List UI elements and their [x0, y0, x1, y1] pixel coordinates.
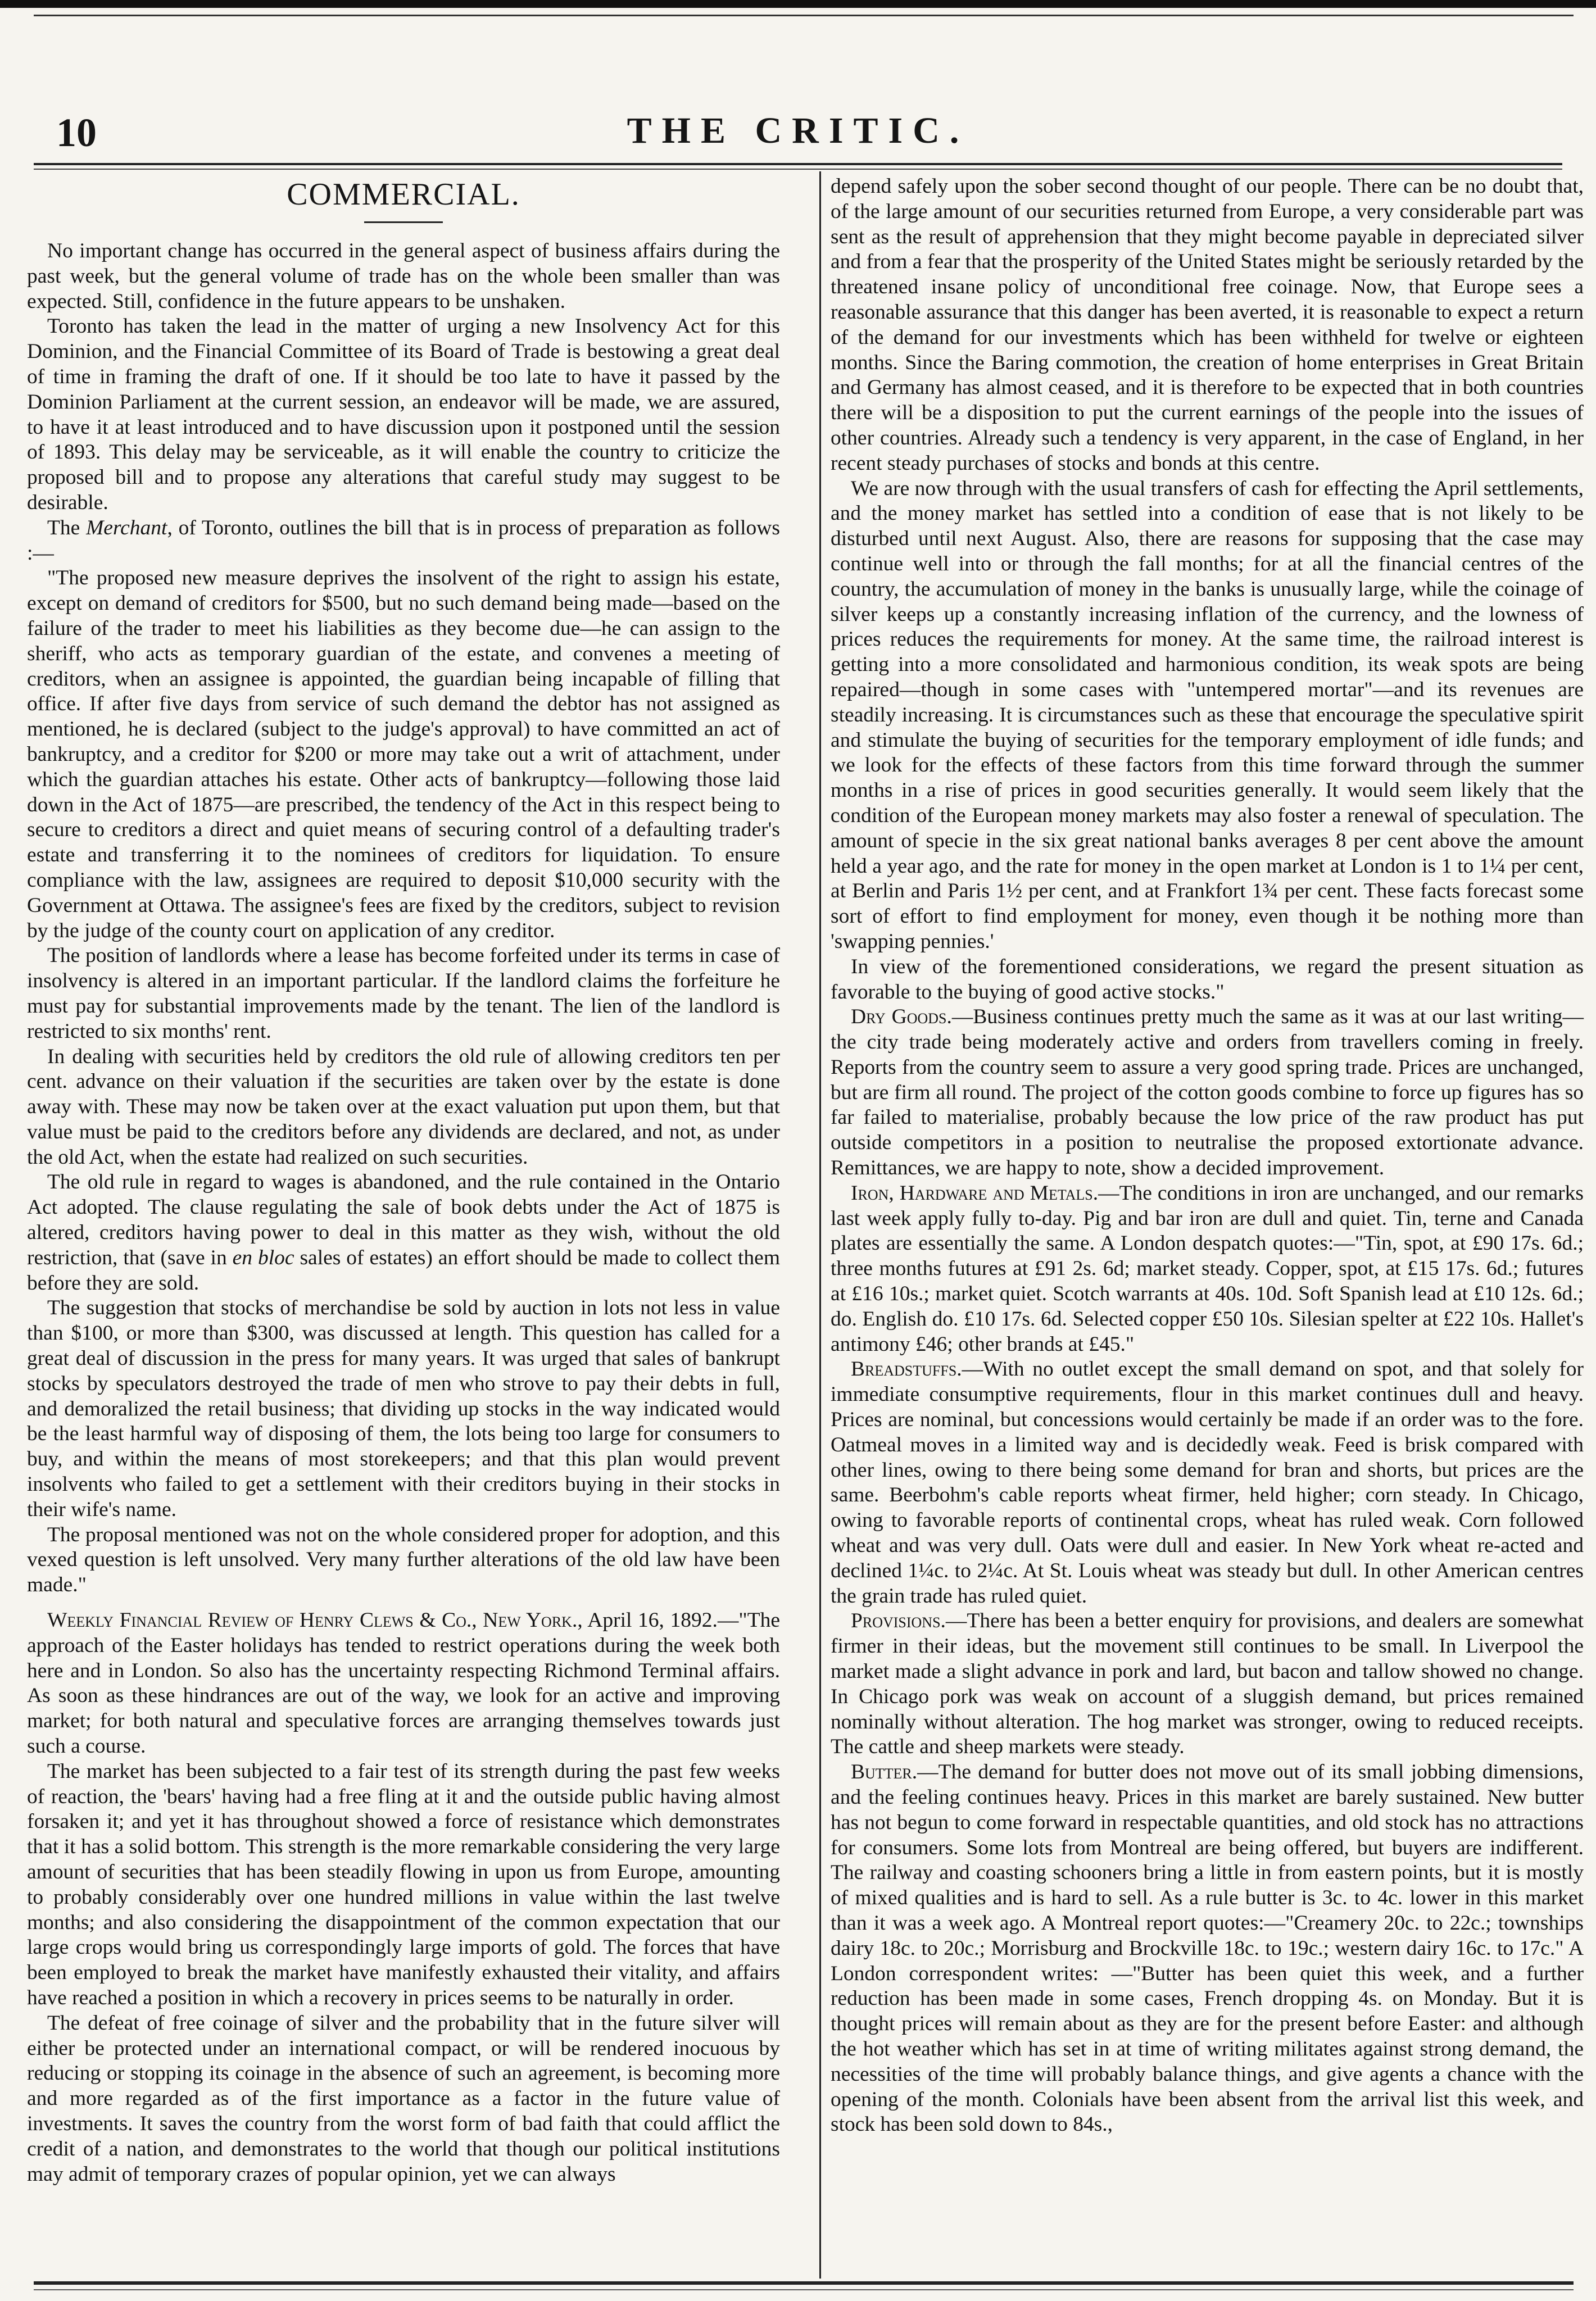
- top-border: [0, 0, 1596, 8]
- left-column: [27, 174, 780, 2187]
- paragraph: In dealing with securities held by creditors the old rule of allowing creditors ten per cent. advance on their valuation if the securities are taken over by the estate is done away with. These may now be taken over at the exact valuation put upon them, but that value must be paid to the creditors before any dividends are declared, and not, as under the old Act, when the estate had realized on such securities.: [27, 1045, 780, 1169]
- paragraph: [27, 1170, 780, 1296]
- header-rule: [34, 163, 1562, 165]
- text-run: , of Toronto, outlines the bill that is in process of preparation as follows :—: [27, 516, 780, 565]
- text-run: April 16, 1892.—"The approach of the Easter holidays has tended to restrict operations during the week both here and in London. So also has the uncertainty respecting Richmond Terminal affairs. As soon as these hindrances are out of the way, we look for an active and improving market; for both natural and speculative forces are arranging themselves towards just such a course.: [27, 1609, 780, 1758]
- paragraph: Toronto has taken the lead in the matter of urging a new Insolvency Act for this Dominion, and the Financial Committee of its Board of Trade is bestowing a great deal of time in framing the draft of one. If it should be too late to have it passed by the Dominion Parliament at the current session, an endeavor will be made, we are assured, to have it at least introduced and to have discussion upon it postponed until the session of 1893. This delay may be serviceable, as it will enable the country to criticize the proposed bill and to propose any alterations that careful study may suggest to be desirable.: [27, 315, 780, 514]
- text-run: .—Business continues pretty much the same as it was at our last writing—the city trade being moderately active and orders from travellers coming in freely. Reports from the country seem to assure a very good spring trade. Prices are unchanged, but are firm all round. The project of the cotton goods combine to force up figures has so far failed to materialise, probably because the low price of the raw product has put outside competitors in a position to neutralise the proposed extortionate advance. Remittances, we are happy to note, show a decided improvement.: [831, 1005, 1584, 1180]
- text-run: .—The conditions in iron are unchanged, and our remarks last week apply fully to-day. Pig and bar iron are dull and quiet. Tin, terne and Canada plates are essentially the same. A London despatch quotes:—"Tin, spot, at £90 17s. 6d.; three months futures at £91 2s. 6d; market steady. Copper, spot, at £15 17s. 6d.; futures at £16 10s.; market quiet. Scotch warrants at 40s. 10d. Soft Spanish lead at £10 12s. 6d.; do. English do. £10 17s. 6d. Selected copper £50 10s. Silesian spelter at £22 10s. Hallet's antimony £46; other brands at £45.": [831, 1181, 1584, 1356]
- page-header: [34, 110, 1562, 160]
- paragraph: The suggestion that stocks of merchandise be sold by auction in lots not less in value than $100, or more than $300, was discussed at length. This question has called for a great deal of discussion in the press for many years. It was urged that sales of bankrupt stocks by speculators destroyed the trade of men who strove to pay their debts in full, and demoralized the retail business; that dividing up stocks in the way indicated would be the least harmful way of disposing of them, the lots being too large for consumers to buy, and within the means of most storekeepers; and that this plan would prevent insolvents who failed to get a settlement with their creditors buying in their stocks in their wife's name.: [27, 1296, 780, 1521]
- text-run: sales of estates) an effort should be made to collect them before they are sold.: [27, 1246, 780, 1295]
- paragraph: [831, 1005, 1584, 1181]
- text-run: .—With no outlet except the small demand on spot, and that solely for immediate consumptive requirements, flour in this market continues dull and heavy. Prices are nominal, but concessions would certainly be made if an order was to the fore. Oatmeal moves in a limited way and is decidedly weak. Feed is brisk compared with other lines, owing to there being some demand for bran and shorts, but prices are the same. Beerbohm's cable reports wheat firmer, held higher; corn steady. In Chicago, owing to favorable reports of continental crops, wheat has ruled weak. Corn followed wheat and was very dull. Oats were dull and easier. In New York wheat re-acted and declined 1¼c. to 2¼c. At St. Louis wheat was steady but dull. In other American centres the grain trade has ruled quiet.: [831, 1358, 1584, 1608]
- text-run: .—There has been a better enquiry for provisions, and dealers are somewhat firmer in their ideas, but the movement still continues to be small. In Liverpool the market made a slight advance in pork and lard, but bacon and tallow showed no change. In Chicago pork was weak on account of a sluggish demand, but prices remained nominally without alteration. The hog market was stronger, owing to reduced receipts. The cattle and sheep markets were steady.: [831, 1609, 1584, 1759]
- subhead-run-in: Dry Goods: [851, 1005, 947, 1029]
- paragraph: The proposal mentioned was not on the whole considered proper for adoption, and this vexed question is left unsolved. Very many further alterations of the old law have been made.": [27, 1523, 780, 1597]
- publication-name: Merchant: [86, 516, 167, 539]
- paragraph: In view of the forementioned considerations, we regard the present situation as favorable to the buying of good active stocks.": [831, 955, 1584, 1004]
- right-column: [831, 174, 1584, 2137]
- paragraph: The position of landlords where a lease has become forfeited under its terms in case of insolvency is altered in an important particular. If the landlord claims the forfeiture he must pay for substantial improvements made by the tenant. The lien of the landlord is restricted to six months' rent.: [27, 944, 780, 1043]
- section-heading: COMMERCIAL.: [287, 177, 520, 212]
- italic-phrase: en bloc: [232, 1246, 294, 1269]
- paragraph: [831, 1357, 1584, 1609]
- paragraph: depend safely upon the sober second thought of our people. There can be no doubt that, of the large amount of our securities returned from Europe, a very considerable part was sent as the result of apprehension that they might become payable in depreciated silver and from a fear that the prosperity of the United States might be seriously retarded by the threatened insane policy of unconditional free coinage. Now, that Europe sees a reasonable assurance that this danger has been averted, it is reasonable to expect a return of the demand for our investments which has been withheld for twelve or eighteen months. Since the Baring commotion, the creation of home enterprises in Great Britain and Germany has almost ceased, and it is therefore to be expected that in both countries there will be a disposition to put the current earnings of the people into the issues of other countries. Already such a tendency is very apparent, in the case of England, in her recent steady purchases of stocks and bonds at this centre.: [831, 175, 1584, 475]
- top-thin-rule: [34, 15, 1574, 16]
- paragraph: [831, 1609, 1584, 1760]
- paragraph: The defeat of free coinage of silver and the probability that in the future silver will either be protected under an international compact, or will be rendered inocuous by reducing or stopping its coinage in the absence of such an agreement, is becoming more and more regarded as of the first importance as a factor in the future value of investments. It saves the country from the worst form of bad faith that could afflict the credit of a nation, and demonstrates to the world that though our political institutions may admit of temporary crazes of popular opinion, yet we can always: [27, 2011, 780, 2186]
- heading-rule: [364, 221, 443, 223]
- subhead-run-in: Butter: [851, 1760, 912, 1784]
- paragraph: No important change has occurred in the general aspect of business affairs during the past week, but the general volume of trade has on the whole been smaller than was expected. Still, confidence in the future appears to be unshaken.: [27, 239, 780, 313]
- paragraph: [831, 1760, 1584, 2137]
- column-divider: [819, 171, 821, 2279]
- paragraph: "The proposed new measure deprives the insolvent of the right to assign his estate, except on demand of creditors for $500, but no such demand being made—based on the failure of the trader to meet his liabilities as they become due—he can assign to the sheriff, who acts as temporary guardian of the estate, and convenes a meeting of creditors, when an assignee is appointed, the guardian being incapable of filling that office. If after five days from service of such demand the debtor has not assigned as mentioned, he is declared (subject to the judge's approval) to have committed an act of bankruptcy, and a creditor for $200 or more may take out a writ of attachment, under which the guardian attaches his estate. Other acts of bankruptcy—following those laid down in the Act of 1875—are prescribed, the tendency of the Act in this respect being to secure to creditors a direct and quiet means of securing control of a defaulting trader's estate and transferring it to the nominees of creditors for liquidation. To ensure compliance with the law, assignees are required to deposit $10,000 security with the Government at Ottawa. The assignee's fees are fixed by the creditors, subject to revision by the judge of the county court on application of any creditor.: [27, 566, 780, 942]
- paragraph: [831, 1181, 1584, 1358]
- header-rule-thin: [34, 169, 1562, 170]
- text-run: The old rule in regard to wages is abandoned, and the rule contained in the Ontario Act adopted. The clause regulating the sale of book debts under the Act of 1875 is altered, creditors having power to deal in this matter as they wish, without the old restriction, that (save in: [27, 1170, 780, 1269]
- bottom-rule: [34, 2281, 1574, 2285]
- bottom-rule-thin: [34, 2289, 1574, 2290]
- subhead-run-in: Breadstuffs: [851, 1358, 957, 1381]
- paragraph: [27, 1608, 780, 1759]
- text-run: The: [47, 516, 87, 539]
- paragraph: The market has been subjected to a fair test of its strength during the past few weeks of reaction, the 'bears' having had a free fling at it and the outside public having almost forsaken it; and yet it has throughout showed a force of resistance which demonstrates that it has a solid bottom. This strength is the more remarkable considering the very large amount of securities that has been steadily flowing in upon us from Europe, amounting to probably considerably over one hundred millions in value within the last twelve months; and also considering the disappointment of the common expectation that our large crops would bring us correspondingly large imports of gold. The forces that have been employed to break the market have manifestly exhausted their vitality, and affairs have reached a position in which a recovery in prices seems to be naturally in order.: [27, 1759, 780, 2009]
- subhead-run-in: Weekly Financial Review of Henry Clews & Co., New York.,: [47, 1609, 583, 1632]
- paragraph: We are now through with the usual transfers of cash for effecting the April settlements, and the money market has settled into a condition of ease that is not likely to be disturbed until next August. Also, there are reasons for supposing that the case may continue well into or through the fall months; for at all the financial centres of the country, the accumulation of money in the banks is unusually large, while the coinage of silver keeps up a constantly increasing inflation of the currency, and the lowness of prices reduces the requirements for money. At the same time, the railroad interest is getting into a more consolidated and harmonious condition, its weak spots are being repaired—though in some cases with "untempered mortar"—and its revenues are steadily increasing. It is circumstances such as these that encourage the speculative spirit and stimulate the buying of securities for the temporary employment of idle funds; and we look for the effects of these factors from this time forward through the summer months in a rise of prices in good securities generally. It would seem likely that the condition of the European money markets may also foster a renewal of speculation. The amount of specie in the six great national banks averages 8 per cent above the amount held a year ago, and the rate for money in the open market at London is 1 to 1¼ per cent, at Berlin and Paris 1½ per cent, and at Frankfort 1¾ per cent. These facts forecast some sort of effort to find employment for money, even though it be nothing more than 'swapping pennies.': [831, 476, 1584, 953]
- subhead-run-in: Iron, Hardware and Metals: [851, 1181, 1093, 1205]
- masthead: THE CRITIC.: [627, 110, 969, 151]
- paragraph: [27, 516, 780, 566]
- text-run: .—The demand for butter does not move out of its small jobbing dimensions, and the feeling continues heavy. Prices in this market are barely sustained. New butter has not begun to come forward in respectable quantities, and old stock has no attractions for consumers. Some lots from Montreal are being offered, but buyers are indifferent. The railway and coasting schooners bring a little in from eastern points, but it is mostly of mixed qualities and is hard to sell. As a rule butter is 3c. to 4c. lower in this market than it was a week ago. A Montreal report quotes:—"Creamery 20c. to 22c.; townships dairy 18c. to 20c.; Morrisburg and Brockville 18c. to 19c.; western dairy 16c. to 17c." A London correspondent writes: —"Butter has been quiet this week, and a further reduction has been made in some cases, French dropping 4s. on Monday. But it is thought prices will remain about as they are for the present before Easter: and although the hot weather which has set in at time of writing militates against strong demand, the necessities of the time will probably balance things, and give agents a chance with the opening of the month. Colonials have been absent from the arrival list this week, and stock has been sold down to 84s.,: [831, 1760, 1584, 2136]
- subhead-run-in: Provisions: [851, 1609, 941, 1633]
- page-number: 10: [56, 110, 97, 155]
